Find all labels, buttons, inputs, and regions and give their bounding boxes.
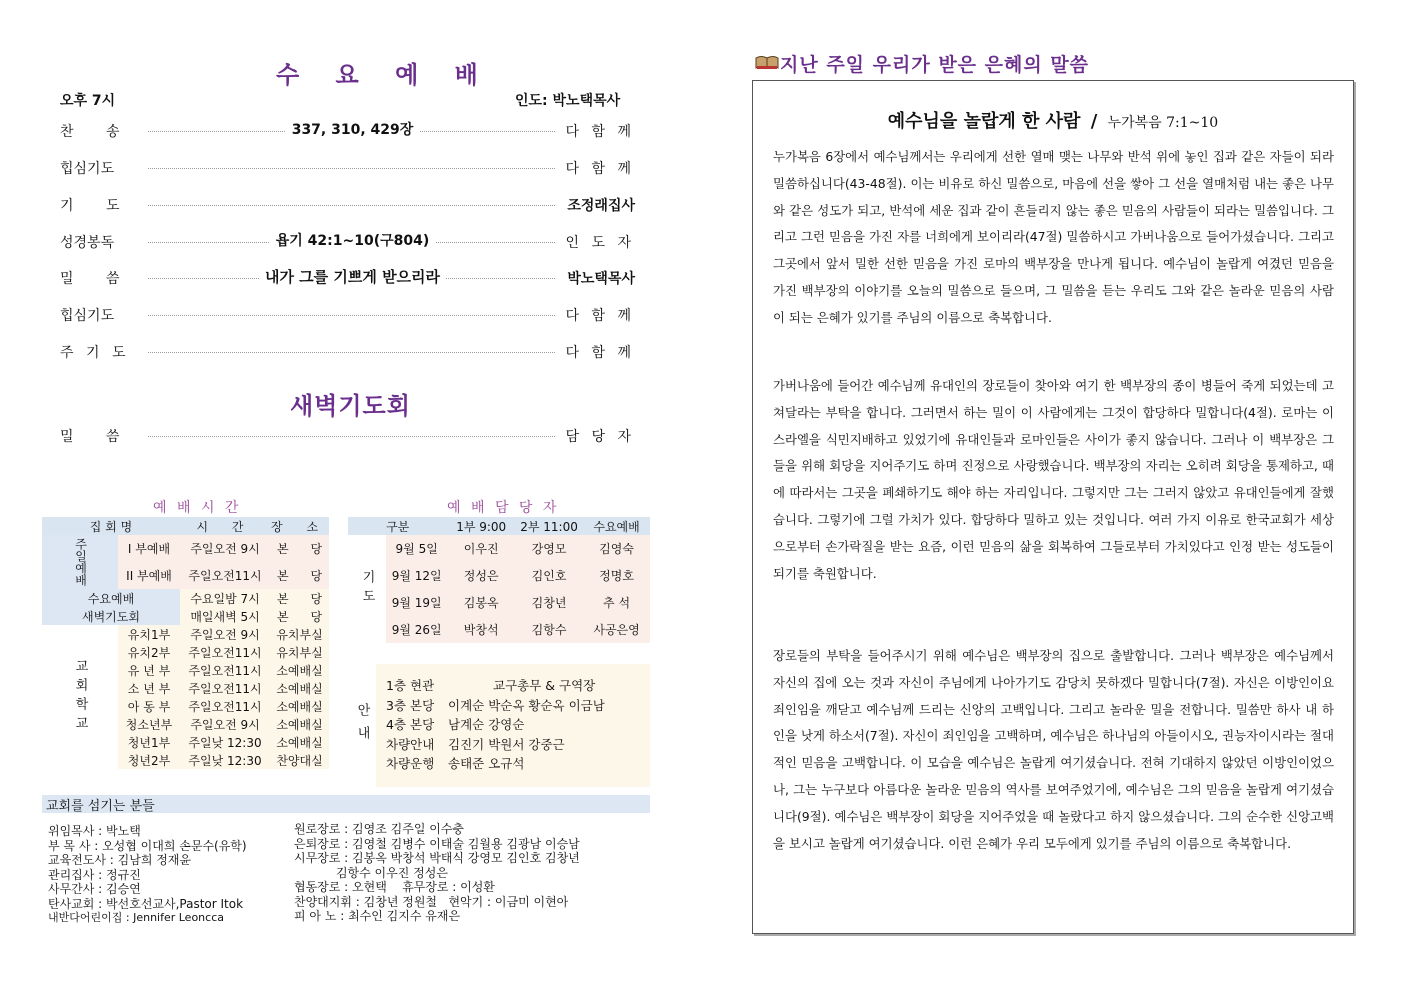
duty-name: 정명호: [583, 562, 650, 589]
minister-line: 피 아 노 : 최수인 김지수 유재은: [294, 909, 461, 923]
table-row: [348, 535, 650, 562]
wednesday-service-title: 수 요 예 배: [276, 60, 492, 89]
service-row: [60, 268, 635, 288]
guide-value: 교구총무 & 구역장: [493, 678, 596, 693]
schedule-place: 유치부실: [270, 625, 329, 643]
service-row-who: 인 도 자: [565, 235, 635, 251]
minister-line: 은퇴장로 : 김영철 김병수 이태술 김월용 김광남 이승남: [294, 836, 580, 851]
table-row: [42, 517, 329, 535]
schedule-time: 주일오전 9시: [180, 625, 270, 643]
service-row-content: 내가 그를 기쁘게 받으리라: [259, 268, 446, 286]
duty-name: 강영모: [515, 535, 583, 562]
schedule-name: 청소년부: [118, 715, 180, 733]
table-row: [42, 535, 329, 562]
schedule-time: 주일오전11시: [180, 562, 270, 589]
duty-name: 박창석: [447, 616, 515, 643]
duty-header: 2부 11:00: [515, 517, 583, 535]
schedule-place: 유치부실: [270, 643, 329, 661]
duty-name: 김인호: [515, 562, 583, 589]
schedule-name: 새벽기도회: [42, 607, 180, 625]
guide-item: [386, 735, 646, 755]
service-row-label: 힙심기도: [60, 308, 115, 324]
dawn-row-who: 담 당 자: [565, 429, 635, 445]
dawn-row: [60, 426, 635, 446]
schedule-time: 주일낮 12:30: [180, 751, 270, 769]
guide-key: 차량운행: [386, 756, 435, 771]
schedule-name: 유치2부: [118, 643, 180, 661]
service-row-who: 다 함 께: [565, 161, 635, 177]
guide-item: [386, 676, 646, 696]
schedule-name: 소 년 부: [118, 679, 180, 697]
schedule-place: 소예배실: [270, 715, 329, 733]
ministers-right: [294, 822, 654, 924]
guide-key: 차량안내: [386, 736, 435, 752]
duty-date: 9월 5일: [386, 535, 447, 562]
minister-line: 원로장로 : 김영조 김주일 이수충: [294, 822, 464, 836]
table-row: [42, 607, 329, 625]
schedule-name: 유 년 부: [118, 661, 180, 679]
schedule-place: 소예배실: [270, 661, 329, 679]
minister-line: 내반다어린이집 : Jennifer Leoncca: [48, 911, 224, 924]
minister-line: 협동장로 : 오현택 휴무장로 : 이성환: [294, 880, 495, 894]
duty-name: 김항수: [515, 616, 583, 643]
minister-line: 교육전도사 : 김남희 정재윤: [48, 853, 191, 867]
duty-table: [348, 517, 650, 643]
guide-value: 이계순 박순옥 황순옥 이금남: [448, 697, 605, 713]
minister-line: 시무장로 : 김봉옥 박창석 박태식 강영모 김인호 김창년: [294, 851, 580, 865]
guide-item: [386, 754, 646, 774]
service-row: [60, 342, 635, 362]
minister-line: 찬양대지휘 : 김창년 정원철 현악기 : 이금미 이현아: [294, 894, 569, 909]
guide-value: 송태준 오규석: [448, 756, 525, 771]
duty-name: 추 석: [583, 589, 650, 616]
guide-item: [386, 696, 646, 716]
service-row-who: 다 함 께: [565, 308, 635, 324]
duty-name: 정성은: [447, 562, 515, 589]
table-row: [348, 562, 650, 589]
table-row: [348, 616, 650, 643]
schedule-place: 소예배실: [270, 679, 329, 697]
duty-name: 김봉옥: [447, 589, 515, 616]
schedule-group: 교회학교: [42, 625, 118, 769]
schedule-time: 매일새벽 5시: [180, 607, 270, 625]
schedule-time: 주일낮 12:30: [180, 733, 270, 751]
service-leader: 인도: 박노택목사: [515, 93, 621, 109]
minister-line: 김항수 이우진 정성은: [294, 865, 448, 880]
duty-header: 수요예배: [583, 517, 650, 535]
service-row-label: 기 도: [60, 198, 120, 214]
schedule-time: 주일오전 9시: [180, 715, 270, 733]
schedule-time: 주일오전11시: [180, 679, 270, 697]
book-icon: [755, 54, 779, 70]
service-row-who: 다 함 께: [565, 345, 635, 361]
minister-line: 탄사교회 : 박선호선교사,Pastor Itok: [48, 896, 244, 911]
sermon-title-sep: /: [1090, 111, 1098, 132]
dawn-row-label: 밀 씀: [60, 429, 120, 445]
schedule-title: 예 배 시 간: [153, 500, 242, 516]
schedule-header: 집 회 명: [42, 517, 180, 535]
schedule-name: I 부예배: [118, 535, 180, 562]
service-row-content: 337, 310, 429장: [286, 122, 420, 138]
schedule-header: 시 간: [180, 517, 270, 535]
guide-item: [386, 715, 646, 735]
schedule-time: 주일오전 9시: [180, 535, 270, 562]
duty-date: 9월 19일: [386, 589, 447, 616]
service-row: [60, 232, 635, 252]
duty-date: 9월 26일: [386, 616, 447, 643]
service-row-label: 주 기 도: [60, 345, 130, 361]
duty-title: 예 배 담 당 자: [447, 500, 560, 516]
table-row: [42, 625, 329, 643]
ministers-left: [48, 824, 288, 926]
duty-group: 기도: [348, 535, 386, 643]
sermon-title: [753, 107, 1353, 133]
sermon-title-text: 예수님을 놀랍게 한 사람: [887, 111, 1081, 132]
sermon-ref: 누가복음 7:1~10: [1107, 115, 1219, 131]
sermon-paragraph: 장로들의 부탁을 들어주시기 위해 예수님은 백부장의 집으로 출발합니다. 그러나 백부장은 예수님께서 자신의 집에 오는 것과 자신이 주님에게 나아가기도 감당치 못하겠다 밀합니다(7절). 자신은 이방인이요 죄인임을 깨닫고 예수님께 드리는 신앙의 고백입니다. 그리고 놀라운 밀을 전합니다. 밀씀만 하사 내 하인을 낫게 하소서(7절). 자신이 죄인임을 고백하며, 예수님은 하나님의 아들이시오, 권능자이시라는 절대적인 믿음을 고백합니다. 이 모습을 예수님은 놀랍게 여기셨습니다. 전혀 기대하지 않았던 이방인이었으나, 그는 누구보다 아름다운 놀라운 믿음의 역사를 보여주었기에, 예수님은 그의 믿음을 놀랍게 여기셨습니다(9절). 예수님은 백부장이 회당을 지어주었을 때 놀랐다고 하지 않으셨습니다. 그의 순수한 신앙고백을 보시고 놀랍게 여기셨습니다. 이런 은혜가 우리 모두에게 있기를 주님의 이름으로 축복합니다.: [773, 648, 1334, 851]
guide-key: 4층 본당: [386, 717, 435, 732]
service-row-who: 박노택목사: [567, 271, 635, 287]
schedule-place: 본 당: [270, 562, 329, 589]
schedule-time: 수요일밤 7시: [180, 589, 270, 607]
service-row-label: 성경봉독: [60, 235, 115, 251]
table-row: [348, 589, 650, 616]
schedule-place: 본 당: [270, 535, 329, 562]
schedule-place: 찬양대실: [270, 751, 329, 769]
sermon-header: 지난 주일 우리가 받은 은혜의 말씀: [780, 54, 1090, 76]
duty-name: 김창년: [515, 589, 583, 616]
guide-group-label: 안내: [354, 702, 370, 749]
schedule-name: 유치1부: [118, 625, 180, 643]
service-row-label: 밀 씀: [60, 271, 120, 287]
guide-list: [386, 676, 646, 774]
minister-line: 부 목 사 : 오성협 이대희 손문수(유학): [48, 838, 247, 853]
schedule-group: 주일예배: [42, 535, 118, 589]
guide-key: 3층 본당: [386, 697, 435, 713]
service-row: [60, 195, 635, 215]
dawn-prayer-title: 새벽기도회: [290, 391, 411, 420]
minister-line: 사무간사 : 김승연: [48, 882, 141, 896]
service-row-label: 찬 송: [60, 124, 120, 140]
service-row: [60, 158, 635, 178]
service-time: 오후 7시: [60, 93, 116, 109]
minister-line: 위임목사 : 박노택: [48, 824, 141, 838]
guide-value: 남계순 강영순: [448, 717, 525, 732]
service-row-label: 힙심기도: [60, 161, 115, 177]
schedule-time: 주일오전11시: [180, 643, 270, 661]
duty-name: 사공은영: [583, 616, 650, 643]
sermon-paragraph: 누가복음 6장에서 예수님께서는 우리에게 선한 열매 맺는 나무와 반석 위에 놓인 집과 같은 자들이 되라 밀씀하십니다(43-48절). 이는 비유로 하신 밀씀으로, 마음에 선을 쌓아 그 선을 열매처럼 내는 좋은 나무와 같은 성도가 되고, 반석에 세운 집과 같이 흔들리지 않는 좋은 믿음의 사람들이 되라는 밀씀입니다. 그리고 그런 믿음을 가진 자를 너희에게 보이리라(47절) 밀씀하시고 가버나움으로 들어가셨습니다. 그리고 그곳에서 앞서 밀한 선한 믿음을 가진 로마의 백부장을 만나게 됩니다. 예수님이 놀랍게 여겼던 믿음을 가진 백부장의 이야기를 오늘의 밀씀으로 들으며, 그 밀씀을 듣는 우리도 그와 같은 놀라운 믿음의 사람이 되는 은혜가 있기를 주님의 이름으로 축복합니다.: [773, 149, 1334, 325]
schedule-name: 수요예배: [42, 589, 180, 607]
schedule-name: 아 동 부: [118, 697, 180, 715]
duty-name: 김영숙: [583, 535, 650, 562]
ministers-title: 교회를 섬기는 분들: [42, 795, 650, 813]
schedule-time: 주일오전11시: [180, 697, 270, 715]
schedule-name: II 부예배: [118, 562, 180, 589]
guide-value: 김진기 박원서 강중근: [448, 736, 565, 752]
duty-header: 1부 9:00: [447, 517, 515, 535]
schedule-name: 청년2부: [118, 751, 180, 769]
service-row-content: 욥기 42:1~10(구804): [270, 233, 436, 249]
schedule-place: 소예배실: [270, 733, 329, 751]
service-row: [60, 305, 635, 325]
table-row: [348, 517, 650, 535]
minister-line: 관리집사 : 정규진: [48, 867, 141, 882]
schedule-place: 본 당: [270, 607, 329, 625]
service-row-who: 다 함 께: [565, 124, 635, 140]
service-row-who: 조정래집사: [567, 198, 635, 214]
service-row: [60, 121, 635, 141]
schedule-table: [42, 517, 329, 769]
schedule-header: 장 소: [270, 517, 329, 535]
schedule-place: 본 당: [270, 589, 329, 607]
table-row: [42, 589, 329, 607]
schedule-place: 소예배실: [270, 697, 329, 715]
schedule-name: 청년1부: [118, 733, 180, 751]
guide-group: [348, 664, 376, 787]
sermon-paragraph: 가버나움에 들어간 예수님께 유대인의 장로들이 찾아와 여기 한 백부장의 종이 병들어 죽게 되었는데 고쳐달라는 부탁을 합니다. 그러면서 하는 밀이 이 사람에게는 그것이 합당하다 밀합니다(4절). 로마는 이스라엘을 식민지배하고 있었기에 유대인들과 로마인들은 사이가 좋지 않습니다. 그러나 이 백부장은 그들을 위해 회당을 지어주기도 하며 진정으로 사랑했습니다. 백부장의 자리는 오히려 회당을 통제하고, 때에 따라서는 그곳을 폐쇄하기도 해야 하는 자리입니다. 그렇지만 그는 그러지 않았고 유대인들에게 잘했습니다. 그렇기에 그럴 가치가 있다. 합당하다 밀하고 있는 것입니다. 여러 가지 이유로 한국교회가 세상으로부터 손가락질을 받는 요즘, 이런 믿음의 삶을 회복하여 그들로부터 가치있다고 인정 받는 성도들이 되기를 축원합니다.: [773, 378, 1334, 581]
duty-header: 구분: [348, 517, 447, 535]
duty-name: 이우진: [447, 535, 515, 562]
guide-key: 1층 현관: [386, 678, 435, 693]
sermon-box: [752, 80, 1354, 934]
duty-date: 9월 12일: [386, 562, 447, 589]
schedule-time: 주일오전11시: [180, 661, 270, 679]
